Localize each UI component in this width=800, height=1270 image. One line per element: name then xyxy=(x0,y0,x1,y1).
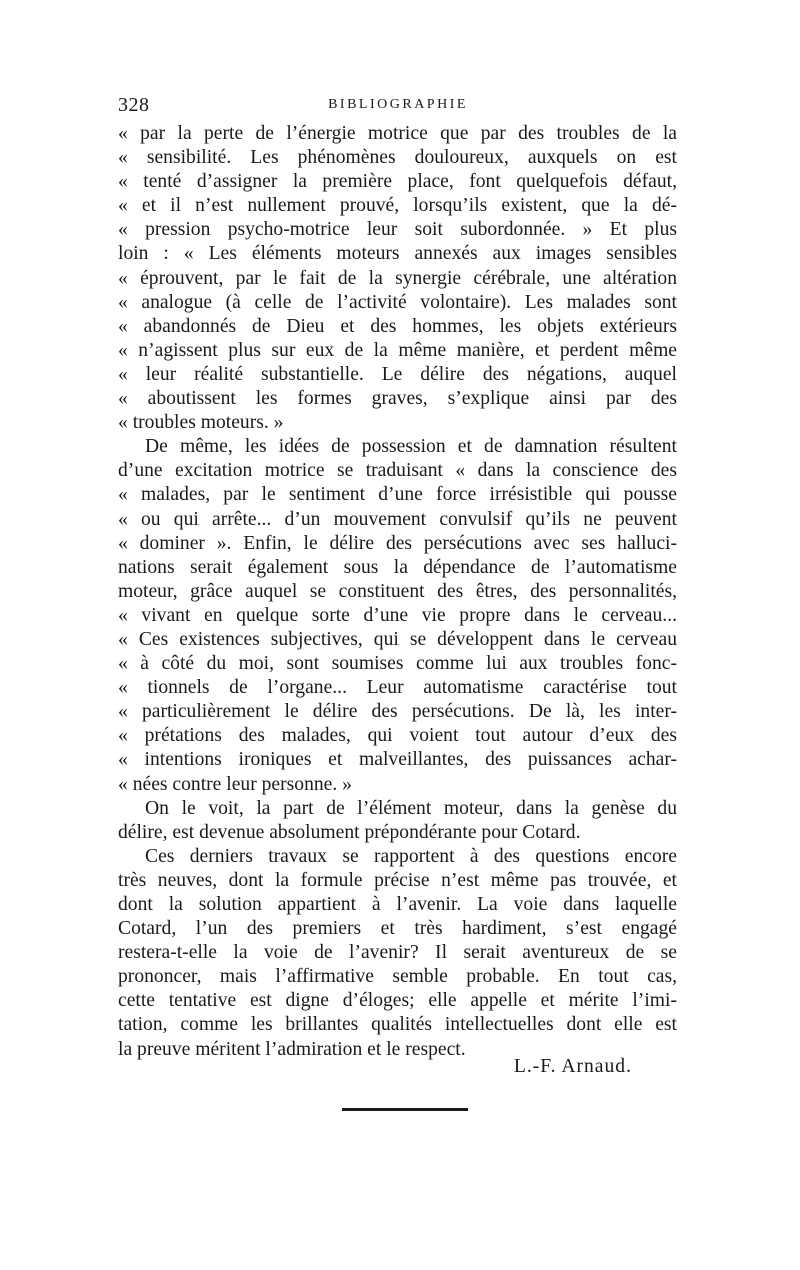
text-line: « vivant en quelque sorte d’une vie propre dans le cerveau... xyxy=(118,604,677,626)
text-line: « aboutissent les formes graves, s’explique ainsi par des xyxy=(118,388,677,410)
text-line: « leur réalité substantielle. Le délire des négations, auquel xyxy=(118,363,677,385)
text-line: « particulièrement le délire des persécutions. De là, les inter- xyxy=(118,701,677,723)
end-rule xyxy=(342,1108,468,1111)
text-line: Cotard, l’un des premiers et très hardiment, s’est engagé xyxy=(118,918,677,940)
text-line: « Ces existences subjectives, qui se développent dans le cerveau xyxy=(118,628,677,650)
body-text xyxy=(118,122,677,1062)
text-line: très neuves, dont la formule précise n’est même pas trouvée, et xyxy=(118,869,677,891)
text-line: d’une excitation motrice se traduisant « dans la conscience des xyxy=(118,460,677,482)
text-line: « par la perte de l’énergie motrice que par des troubles de la xyxy=(118,123,677,144)
text-line: délire, est devenue absolument prépondérante pour Cotard. xyxy=(118,821,581,843)
page-number: 328 xyxy=(118,94,150,116)
page-header xyxy=(118,94,678,118)
text-line: « nées contre leur personne. » xyxy=(118,773,352,795)
text-line: « à côté du moi, sont soumises comme lui aux troubles fonc- xyxy=(118,653,677,675)
text-line: Ces derniers travaux se rapportent à des questions encore xyxy=(145,845,677,867)
text-line: « troubles moteurs. » xyxy=(118,412,284,434)
text-line: prononcer, mais l’affirmative semble probable. En tout cas, xyxy=(118,966,677,988)
text-line: On le voit, la part de l’élément moteur, dans la genèse du xyxy=(145,797,677,819)
text-line: la preuve méritent l’admiration et le respect. xyxy=(118,1038,466,1060)
text-line: cette tentative est digne d’éloges; elle appelle et mérite l’imi- xyxy=(118,990,677,1012)
author-signature: L.-F. Arnaud. xyxy=(513,1056,632,1077)
text-line: « analogue (à celle de l’activité volontaire). Les malades sont xyxy=(118,291,677,313)
running-head: BIBLIOGRAPHIE xyxy=(328,97,468,112)
text-line: nations serait également sous la dépendance de l’automatisme xyxy=(118,556,677,578)
text-line: « éprouvent, par le fait de la synergie cérébrale, une altération xyxy=(118,267,677,289)
text-line: « abandonnés de Dieu et des hommes, les objets extérieurs xyxy=(118,315,677,337)
text-line: loin : « Les éléments moteurs annexés aux images sensibles xyxy=(118,243,677,265)
text-line: « et il n’est nullement prouvé, lorsqu’ils existent, que la dé- xyxy=(118,195,677,217)
text-line: « malades, par le sentiment d’une force irrésistible qui pousse xyxy=(118,484,677,506)
text-line: « intentions ironiques et malveillantes, des puissances achar- xyxy=(118,749,677,771)
text-line: De même, les idées de possession et de damnation résultent xyxy=(145,436,677,458)
text-line: « ou qui arrête... d’un mouvement convulsif qu’ils ne peuvent xyxy=(118,508,677,530)
text-line: « tionnels de l’organe... Leur automatisme caractérise tout xyxy=(118,677,677,699)
text-line: moteur, grâce auquel se constituent des êtres, des personnalités, xyxy=(118,580,677,602)
text-line: restera-t-elle la voie de l’avenir? Il serait aventureux de se xyxy=(118,942,677,964)
text-line: « n’agissent plus sur eux de la même manière, et perdent même xyxy=(118,339,677,361)
text-line: « pression psycho-motrice leur soit subordonnée. » Et plus xyxy=(118,219,677,241)
text-line: « tenté d’assigner la première place, font quelquefois défaut, xyxy=(118,171,677,193)
text-line: « prétations des malades, qui voient tout autour d’eux des xyxy=(118,725,677,747)
text-line: « dominer ». Enfin, le délire des persécutions avec ses halluci- xyxy=(118,532,677,554)
text-line: « sensibilité. Les phénomènes douloureux, auxquels on est xyxy=(118,147,677,169)
text-line: tation, comme les brillantes qualités intellectuelles dont elle est xyxy=(118,1014,677,1036)
text-line: dont la solution appartient à l’avenir. La voie dans laquelle xyxy=(118,894,677,915)
